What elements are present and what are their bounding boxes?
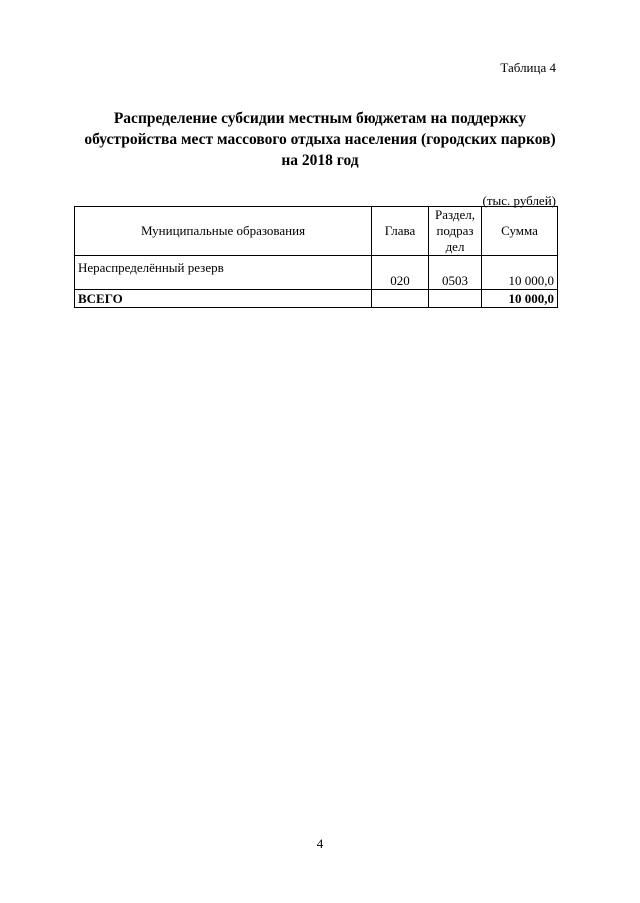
document-title — [60, 108, 580, 171]
cell-razdel: 0503 — [429, 256, 482, 290]
cell-municipality: Нераспределённый резерв — [75, 256, 372, 290]
total-summa: 10 000,0 — [482, 290, 558, 308]
column-header-razdel — [429, 207, 482, 256]
column-header-glava: Глава — [372, 207, 429, 256]
column-header-razdel-line-3: дел — [445, 239, 465, 254]
column-header-summa: Сумма — [482, 207, 558, 256]
total-razdel — [429, 290, 482, 308]
column-header-razdel-line-2: подраз — [436, 223, 474, 238]
table-row — [75, 256, 558, 290]
total-label: ВСЕГО — [75, 290, 372, 308]
title-line-3: на 2018 год — [281, 152, 359, 169]
units-label: (тыс. рублей) — [482, 193, 556, 208]
cell-summa: 10 000,0 — [482, 256, 558, 290]
column-header-razdel-line-1: Раздел, — [434, 207, 476, 222]
table-header-row — [75, 207, 558, 256]
total-glava — [372, 290, 429, 308]
table-total-row — [75, 290, 558, 308]
page-number: 4 — [316, 836, 324, 851]
subsidy-table — [74, 206, 558, 308]
title-line-2: обустройства мест массового отдыха населения (городских парков) — [84, 131, 556, 148]
title-line-1: Распределение субсидии местным бюджетам на поддержку — [113, 110, 527, 127]
cell-glava: 020 — [372, 256, 429, 290]
table-label: Таблица 4 — [500, 60, 556, 75]
column-header-municipalities: Муниципальные образования — [75, 207, 372, 256]
